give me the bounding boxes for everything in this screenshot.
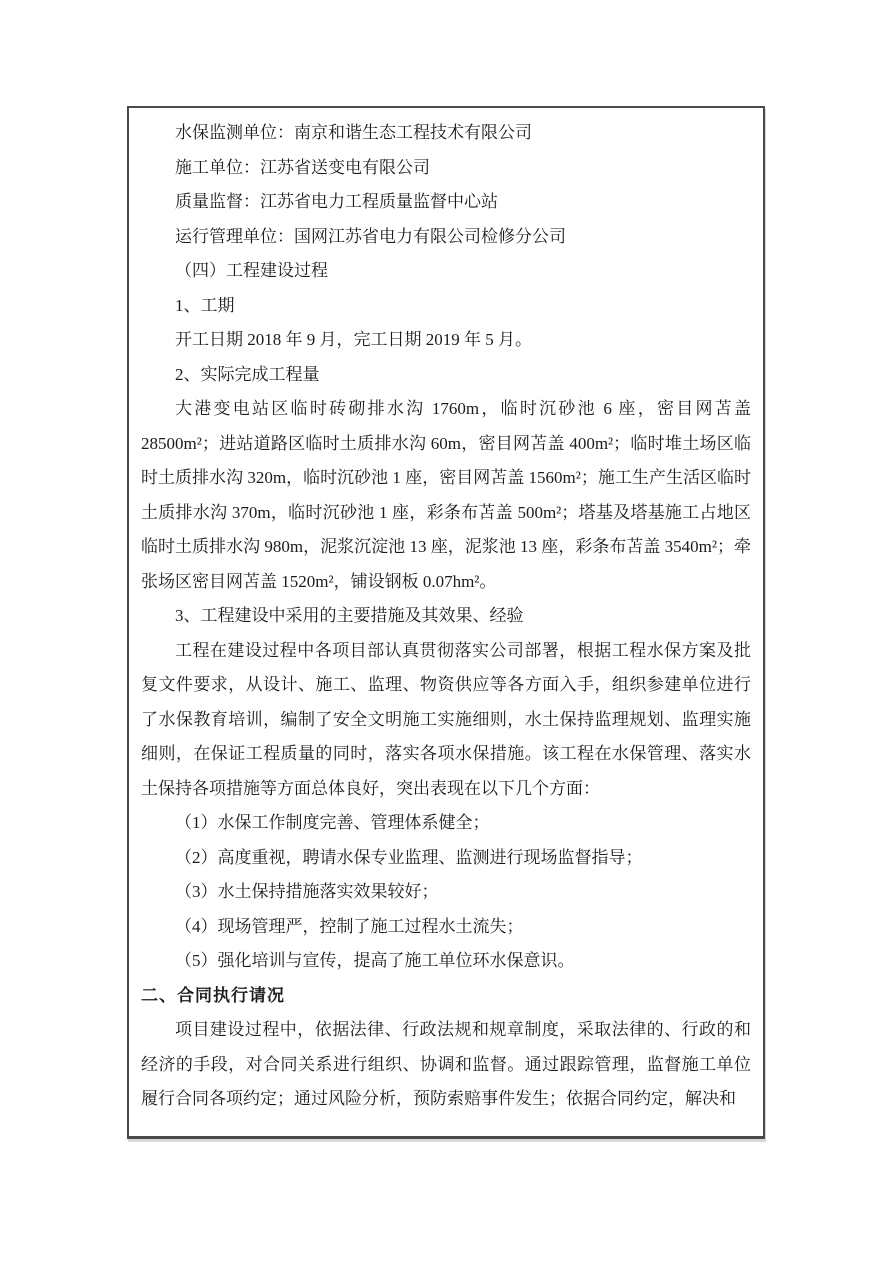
para-construction-measures: 工程在建设过程中各项目部认真贯彻落实公司部署，根据工程水保方案及批复文件要求，从设计、施工、监理、物资供应等各方面入手，组织参建单位进行了水保教育培训，编制了安全文明施工实施细则，水土保持监理规划、监理实施细则，在保证工程质量的同时，落实各项水保措施。该工程在水保管理、落实水土保持各项措施等方面总体良好，突出表现在以下几个方面：	[141, 640, 751, 798]
line-section-4-title: （四）工程建设过程	[175, 261, 328, 280]
para-completed-works: 大港变电站区临时砖砌排水沟 1760m，临时沉砂池 6 座，密目网苫盖 28500m²；进站道路区临时土质排水沟 60m，密目网苫盖 400m²；临时堆土场区临时土质排水沟 320m，临时沉砂池 1 座，密目网苫盖 1560m²；施工生产生活区临时土质排水沟 370m，临时沉砂池 1 座，彩条布苫盖 500m²；塔基及塔基施工占地区临时土质排水沟 980m，泥浆沉淀池 13 座，泥浆池 13 座，彩条布苫盖 3540m²；牵张场区密目网苫盖 1520m²，铺设钢板 0.07hm²。	[141, 399, 751, 591]
line-quality-supervision: 质量监督：江苏省电力工程质量监督中心站	[175, 192, 498, 211]
line-construction-dates: 开工日期 2018 年 9 月，完工日期 2019 年 5 月。	[175, 330, 532, 349]
line-construction-unit: 施工单位：江苏省送变电有限公司	[175, 157, 430, 177]
line-item-2-title: 2、实际完成工程量	[175, 364, 320, 384]
line-water-monitoring-unit: 水保监测单位：南京和谐生态工程技术有限公司	[175, 123, 532, 142]
heading-contract-execution: 二、合同执行请况	[141, 985, 285, 1005]
para-contract-execution: 项目建设过程中，依据法律、行政法规和规章制度，采取法律的、行政的和经济的手段，对合同关系进行组织、协调和监督。通过跟踪管理，监督施工单位履行合同各项约定；通过风险分析，预防索赔事件发生；依据合同约定，解决和	[141, 1020, 751, 1108]
line-item-3-title: 3、工程建设中采用的主要措施及其效果、经验	[175, 606, 524, 625]
line-point-3: （3）水土保持措施落实效果较好；	[175, 882, 439, 901]
line-point-5: （5）强化培训与宣传，提高了施工单位环水保意识。	[175, 951, 575, 970]
document-table-cell	[127, 106, 765, 1139]
line-item-1-title: 1、工期	[175, 295, 235, 315]
line-operation-management-unit: 运行管理单位：国网江苏省电力有限公司检修分公司	[175, 226, 566, 246]
line-point-1: （1）水保工作制度完善、管理体系健全；	[175, 813, 490, 832]
line-point-4: （4）现场管理严，控制了施工过程水土流失；	[175, 916, 524, 936]
line-point-2: （2）高度重视，聘请水保专业监理、监测进行现场监督指导；	[175, 847, 643, 867]
